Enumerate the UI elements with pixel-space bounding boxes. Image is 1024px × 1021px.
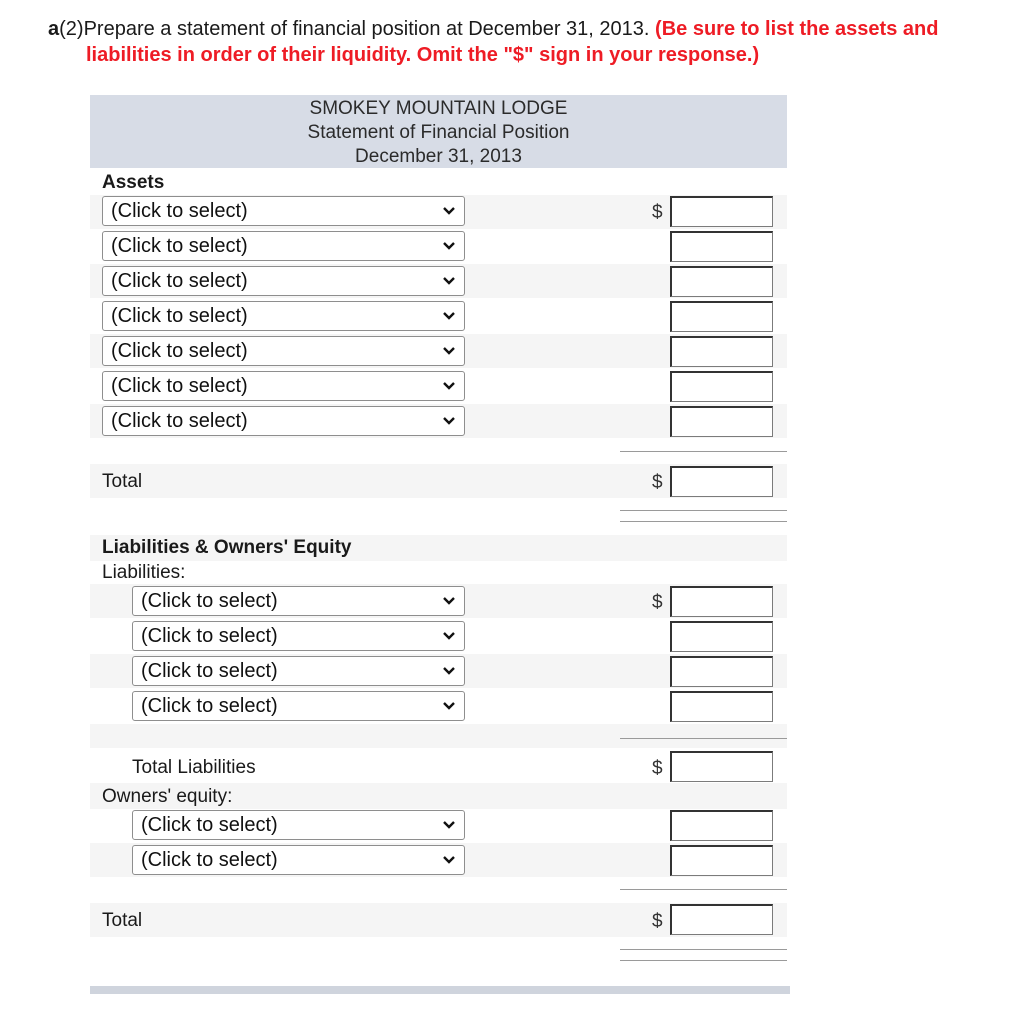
asset-select-5[interactable]: [102, 336, 465, 366]
select-value: (Click to select): [111, 340, 248, 362]
assets-total-label: Total: [102, 471, 143, 492]
liability-amount-input-4[interactable]: [670, 691, 773, 722]
asset-amount-input-5[interactable]: [670, 336, 773, 367]
asset-amount-input-6[interactable]: [670, 371, 773, 402]
currency-symbol: $: [652, 202, 663, 223]
assets-heading: Assets: [102, 172, 165, 193]
select-value: (Click to select): [111, 375, 248, 397]
select-value: (Click to select): [141, 849, 278, 871]
assets-total-input[interactable]: [670, 466, 773, 497]
chevron-down-icon: [442, 377, 456, 395]
asset-select-2[interactable]: [102, 231, 465, 261]
table-footer-bar: [90, 986, 790, 994]
select-value: (Click to select): [111, 305, 248, 327]
liability-amount-input-2[interactable]: [670, 621, 773, 652]
select-value: (Click to select): [141, 695, 278, 717]
asset-select-6[interactable]: [102, 371, 465, 401]
asset-amount-input-2[interactable]: [670, 231, 773, 262]
chevron-down-icon: [442, 342, 456, 360]
company-name: SMOKEY MOUNTAIN LODGE: [309, 98, 568, 119]
chevron-down-icon: [442, 592, 456, 610]
liability-amount-input-1[interactable]: [670, 586, 773, 617]
select-value: (Click to select): [111, 270, 248, 292]
liability-select-3[interactable]: [132, 656, 465, 686]
asset-amount-input-1[interactable]: [670, 196, 773, 227]
chevron-down-icon: [442, 627, 456, 645]
asset-select-1[interactable]: [102, 196, 465, 226]
chevron-down-icon: [442, 662, 456, 680]
total-liabilities-input[interactable]: [670, 751, 773, 782]
total-liabilities-label: Total Liabilities: [132, 757, 256, 778]
subtotal-rule: [620, 451, 787, 452]
asset-amount-input-3[interactable]: [670, 266, 773, 297]
chevron-down-icon: [442, 697, 456, 715]
asset-select-7[interactable]: [102, 406, 465, 436]
liability-select-1[interactable]: [132, 586, 465, 616]
currency-symbol: $: [652, 911, 663, 932]
liabilities-equity-total-label: Total: [102, 910, 143, 931]
asset-amount-input-4[interactable]: [670, 301, 773, 332]
double-rule-top: [620, 949, 787, 950]
chevron-down-icon: [442, 272, 456, 290]
question-prompt: (2)Prepare a statement of financial position at December 31, 2013.: [59, 18, 650, 40]
liabilities-equity-total-input[interactable]: [670, 904, 773, 935]
chevron-down-icon: [442, 237, 456, 255]
equity-amount-input-1[interactable]: [670, 810, 773, 841]
liabilities-equity-heading: Liabilities & Owners' Equity: [102, 537, 352, 558]
subtotal-rule: [620, 889, 787, 890]
asset-select-3[interactable]: [102, 266, 465, 296]
subtotal-rule: [620, 738, 787, 739]
double-rule-top: [620, 510, 787, 511]
statement-date: December 31, 2013: [355, 146, 522, 167]
chevron-down-icon: [442, 816, 456, 834]
liability-amount-input-3[interactable]: [670, 656, 773, 687]
double-rule-bottom: [620, 521, 787, 522]
select-value: (Click to select): [141, 625, 278, 647]
select-value: (Click to select): [141, 660, 278, 682]
question-instruction-2: liabilities in order of their liquidity. Omit the "$" sign in your response.): [86, 44, 760, 66]
select-value: (Click to select): [141, 814, 278, 836]
statement-title: Statement of Financial Position: [307, 122, 570, 143]
owners-equity-label: Owners' equity:: [102, 786, 233, 807]
chevron-down-icon: [442, 202, 456, 220]
asset-select-4[interactable]: [102, 301, 465, 331]
question-instruction-1: (Be sure to list the assets and: [655, 18, 939, 40]
chevron-down-icon: [442, 851, 456, 869]
liability-select-4[interactable]: [132, 691, 465, 721]
equity-select-2[interactable]: [132, 845, 465, 875]
chevron-down-icon: [442, 412, 456, 430]
equity-select-1[interactable]: [132, 810, 465, 840]
asset-amount-input-7[interactable]: [670, 406, 773, 437]
row-band: [90, 724, 787, 748]
question-part: a: [48, 18, 60, 40]
currency-symbol: $: [652, 758, 663, 779]
chevron-down-icon: [442, 307, 456, 325]
statement-header: [90, 95, 787, 168]
select-value: (Click to select): [111, 410, 248, 432]
liability-select-2[interactable]: [132, 621, 465, 651]
question-text: [48, 18, 938, 41]
double-rule-bottom: [620, 960, 787, 961]
select-value: (Click to select): [111, 235, 248, 257]
equity-amount-input-2[interactable]: [670, 845, 773, 876]
select-value: (Click to select): [141, 590, 278, 612]
select-value: (Click to select): [111, 200, 248, 222]
currency-symbol: $: [652, 472, 663, 493]
currency-symbol: $: [652, 592, 663, 613]
liabilities-label: Liabilities:: [102, 562, 186, 583]
